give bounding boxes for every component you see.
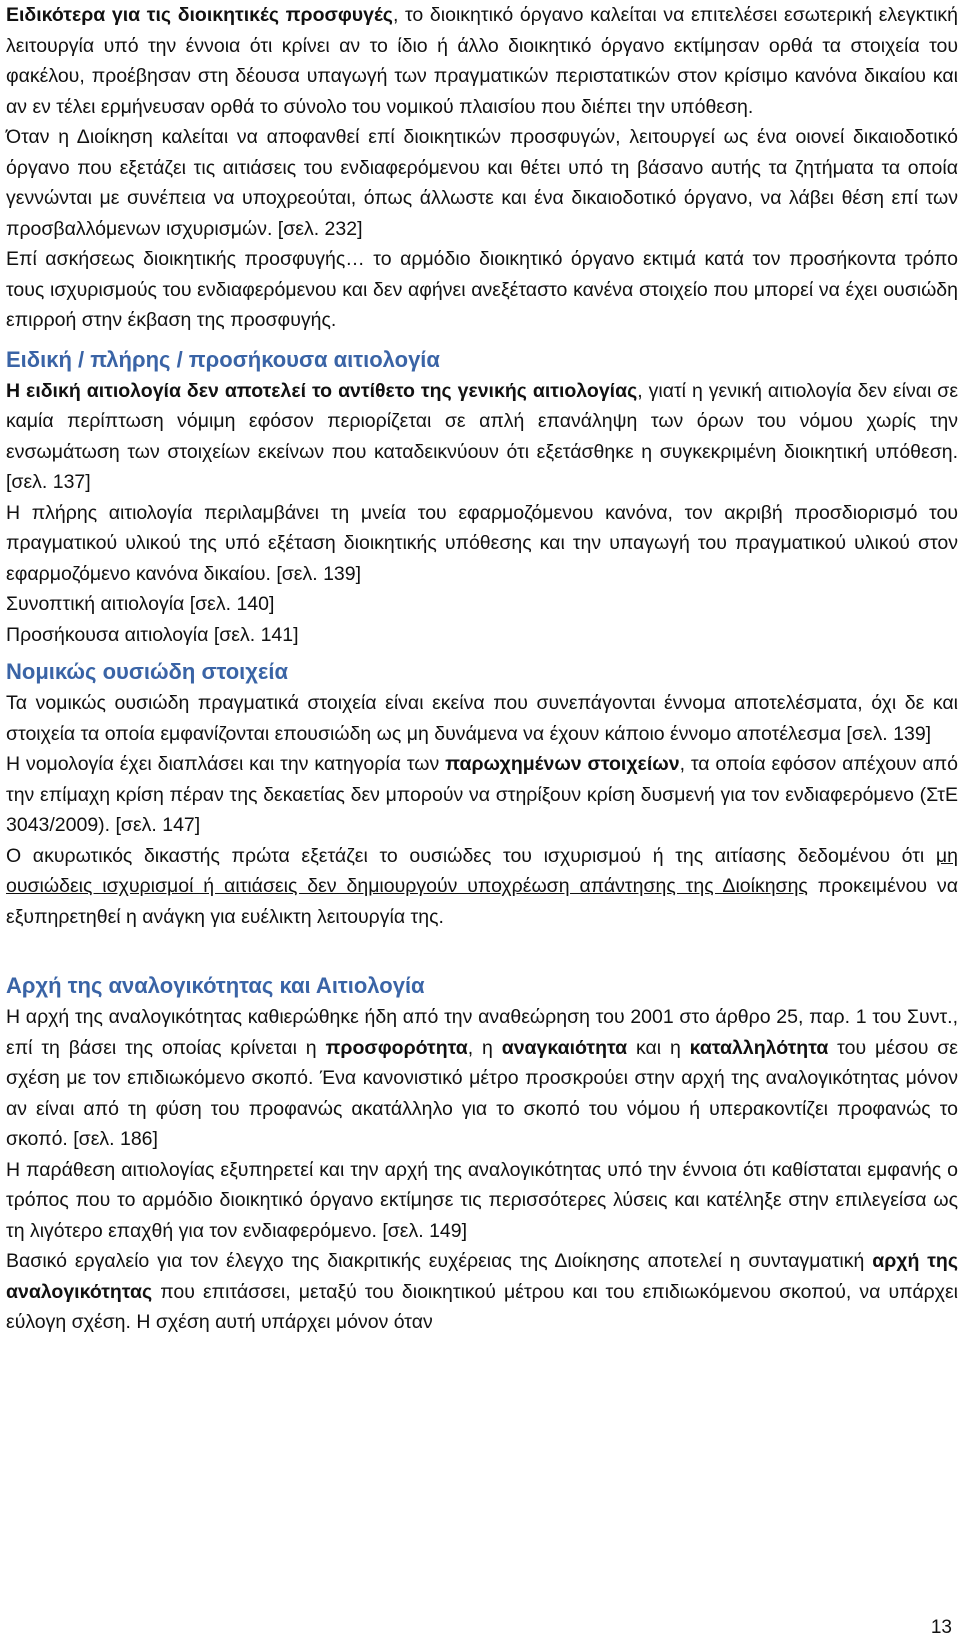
page-number: 13 bbox=[930, 1617, 952, 1638]
section1-bold-lead: Η ειδική αιτιολογία δεν αποτελεί το αντίθετο της γενικής αιτιολογίας bbox=[6, 379, 638, 402]
section3-text-e: Βασικό εργαλείο για τον έλεγχο της διακριτικής ευχέρειας της Διοίκησης αποτελεί η συνταγματική bbox=[6, 1250, 873, 1272]
section-heading-material-facts: Νομικώς ουσιώδη στοιχεία bbox=[6, 659, 289, 684]
section1-paragraph-4: Προσήκουσα αιτιολογία [σελ. 141] bbox=[6, 623, 299, 646]
intro-paragraph-1 bbox=[6, 0, 958, 122]
section1-paragraph-1 bbox=[6, 376, 958, 498]
section1-text: , γιατί η γενική αιτιολογία δεν είναι σε καμία περίπτωση νόμιμη εφόσον περιορίζεται σε απλή επανάληψη των όρων του νόμου χωρίς την ενσωμάτωση των στοιχείων εκείνων που καταδεικνύουν ότι εξετάσθηκε η συγκεκριμένη διοικητική υπόθεση. [σελ. 137] bbox=[6, 379, 959, 493]
section2-paragraph-1: Τα νομικώς ουσιώδη πραγματικά στοιχεία είναι εκείνα που συνεπάγονται έννομα αποτελέσματα, όχι δε και στοιχεία τα οποία εμφανίζονται επουσιώδη ως μη δυνάμενα να έχουν κάποιο έννομο αποτέλεσμα [σελ. 139] bbox=[6, 692, 958, 745]
section2-text-c: Ο ακυρωτικός δικαστής πρώτα εξετάζει το ουσιώδες του ισχυρισμού ή της αιτίασης δεδομένου ότι bbox=[6, 844, 936, 867]
section3-bold-suitability: προσφορότητα bbox=[325, 1036, 468, 1059]
intro-paragraph-3: Επί ασκήσεως διοικητικής προσφυγής… το αρμόδιο διοικητικό όργανο εκτιμά κατά τον προσήκοντα τρόπο τους ισχυρισμούς του ενδιαφερόμενου και δεν αφήνει ανεξέταστο κανένα στοιχείο που μπορεί να έχει ουσιώδη επιρροή στην έκβαση της προσφυγής. bbox=[6, 248, 958, 331]
intro-text: , το διοικητικό όργανο καλείται να επιτελέσει εσωτερική ελεγκτική λειτουργία υπό την έννοια ότι κρίνει αν το ίδιο ή άλλο διοικητικό όργανο εκτίμησαν ορθά τα στοιχεία του φακέλου, προέβησαν στη δέουσα υπαγωγή των πραγματικών περιστατικών στον κρίσιμο κανόνα δικαίου και αν εν τέλει ερμήνευσαν ορθά το σύνολο του νομικού πλαισίου που διέπει την υπόθεση. bbox=[6, 4, 958, 118]
section3-bold-necessity: αναγκαιότητα bbox=[501, 1036, 628, 1059]
section1-paragraph-3: Συνοπτική αιτιολογία [σελ. 140] bbox=[6, 593, 275, 615]
section2-underlined-phrase: μη ουσιώδεις ισχυρισμοί ή αιτιάσεις δεν δημιουργούν υποχρέωση απάντησης της Διοίκησης bbox=[6, 844, 958, 897]
section3-text-a: Η αρχή της αναλογικότητας καθιερώθηκε ήδη από την αναθεώρηση του 2001 στο άρθρο 25, παρ. 1 του Συντ., επί τη βάσει της οποίας κρίνεται η bbox=[6, 1006, 958, 1059]
section2-bold-term: παρωχημένων στοιχείων bbox=[445, 753, 680, 775]
section3-text-c: και η bbox=[627, 1036, 690, 1059]
section3-paragraph-2: Η παράθεση αιτιολογίας εξυπηρετεί και την αρχή της αναλογικότητας υπό την έννοια ότι καθίσταται εμφανής ο τρόπος που το αρμόδιο διοικητικό όργανο εκτίμησε τις περισσότερες λύσεις και κατέληξε στην επιλεγείσα ως τη λιγότερο επαχθή για τον ενδιαφερόμενο. [σελ. 149] bbox=[6, 1158, 958, 1242]
section2-paragraph-2 bbox=[6, 749, 958, 841]
section3-text-b: , η bbox=[467, 1036, 502, 1059]
intro-paragraph-2: Όταν η Διοίκηση καλείται να αποφανθεί επί διοικητικών προσφυγών, λειτουργεί ως ένα οιονεί δικαιοδοτικό όργανο που εξετάζει τις αιτιάσεις του ενδιαφερόμενου και θέτει υπό τη βάσανο αυτής τα ζητήματα τα οποία γεννώνται με συνέπεια να υποχρεούται, όπως άλλωστε και ένα δικαιοδοτικό όργανο, να λάβει θέση επί των προσβαλλόμενων ισχυρισμών. [σελ. 232] bbox=[6, 126, 958, 240]
section2-paragraph-3 bbox=[6, 841, 958, 933]
intro-bold-lead: Ειδικότερα για τις διοικητικές προσφυγές bbox=[6, 4, 393, 26]
section3-text-f: που επιτάσσει, μεταξύ του διοικητικού μέτρου και του επιδιωκόμενου σκοπού, να υπάρχει εύλογη σχέση. Η σχέση αυτή υπάρχει μόνον όταν bbox=[6, 1280, 958, 1333]
section3-bold-principle: αρχή της αναλογικότητας bbox=[6, 1250, 958, 1303]
section-heading-specific-reasoning: Ειδική / πλήρης / προσήκουσα αιτιολογία bbox=[6, 346, 440, 372]
section3-text-d: του μέσου σε σχέση με τον επιδιωκόμενο σκοπό. Ένα κανονιστικό μέτρο προσκρούει στην αρχή της αναλογικότητας μόνον αν είναι από τη φύση του προφανώς ακατάλληλο για το σκοπό του νόμου ή υπερακοντίζει προφανώς το σκοπό. [σελ. 186] bbox=[6, 1036, 958, 1150]
section2-text-d: προκειμένου να εξυπηρετηθεί η ανάγκη για ευέλικτη λειτουργία της. bbox=[6, 875, 958, 928]
section3-paragraph-1 bbox=[6, 1002, 958, 1155]
section2-text-a: Η νομολογία έχει διαπλάσει και την κατηγορία των bbox=[6, 753, 446, 775]
section3-paragraph-3 bbox=[6, 1246, 958, 1338]
section2-text-b: , τα οποία εφόσον απέχουν από την επίμαχη κρίση πέραν της δεκαετίας δεν μπορούν να στηρίξουν κρίση δυσμενή για τον ενδιαφερόμενο (ΣτΕ 3043/2009). [σελ. 147] bbox=[6, 753, 959, 836]
section3-bold-appropriateness: καταλληλότητα bbox=[689, 1036, 829, 1059]
section-heading-proportionality: Αρχή της αναλογικότητας και Αιτιολογία bbox=[6, 973, 425, 998]
section1-paragraph-2: Η πλήρης αιτιολογία περιλαμβάνει τη μνεία του εφαρμοζόμενου κανόνα, τον ακριβή προσδιορισμό του πραγματικού υλικού της υπό εξέταση διοικητικής υπόθεσης και την υπαγωγή του πραγματικού υλικού στον εφαρμοζόμενο κανόνα δικαίου. [σελ. 139] bbox=[6, 501, 958, 585]
